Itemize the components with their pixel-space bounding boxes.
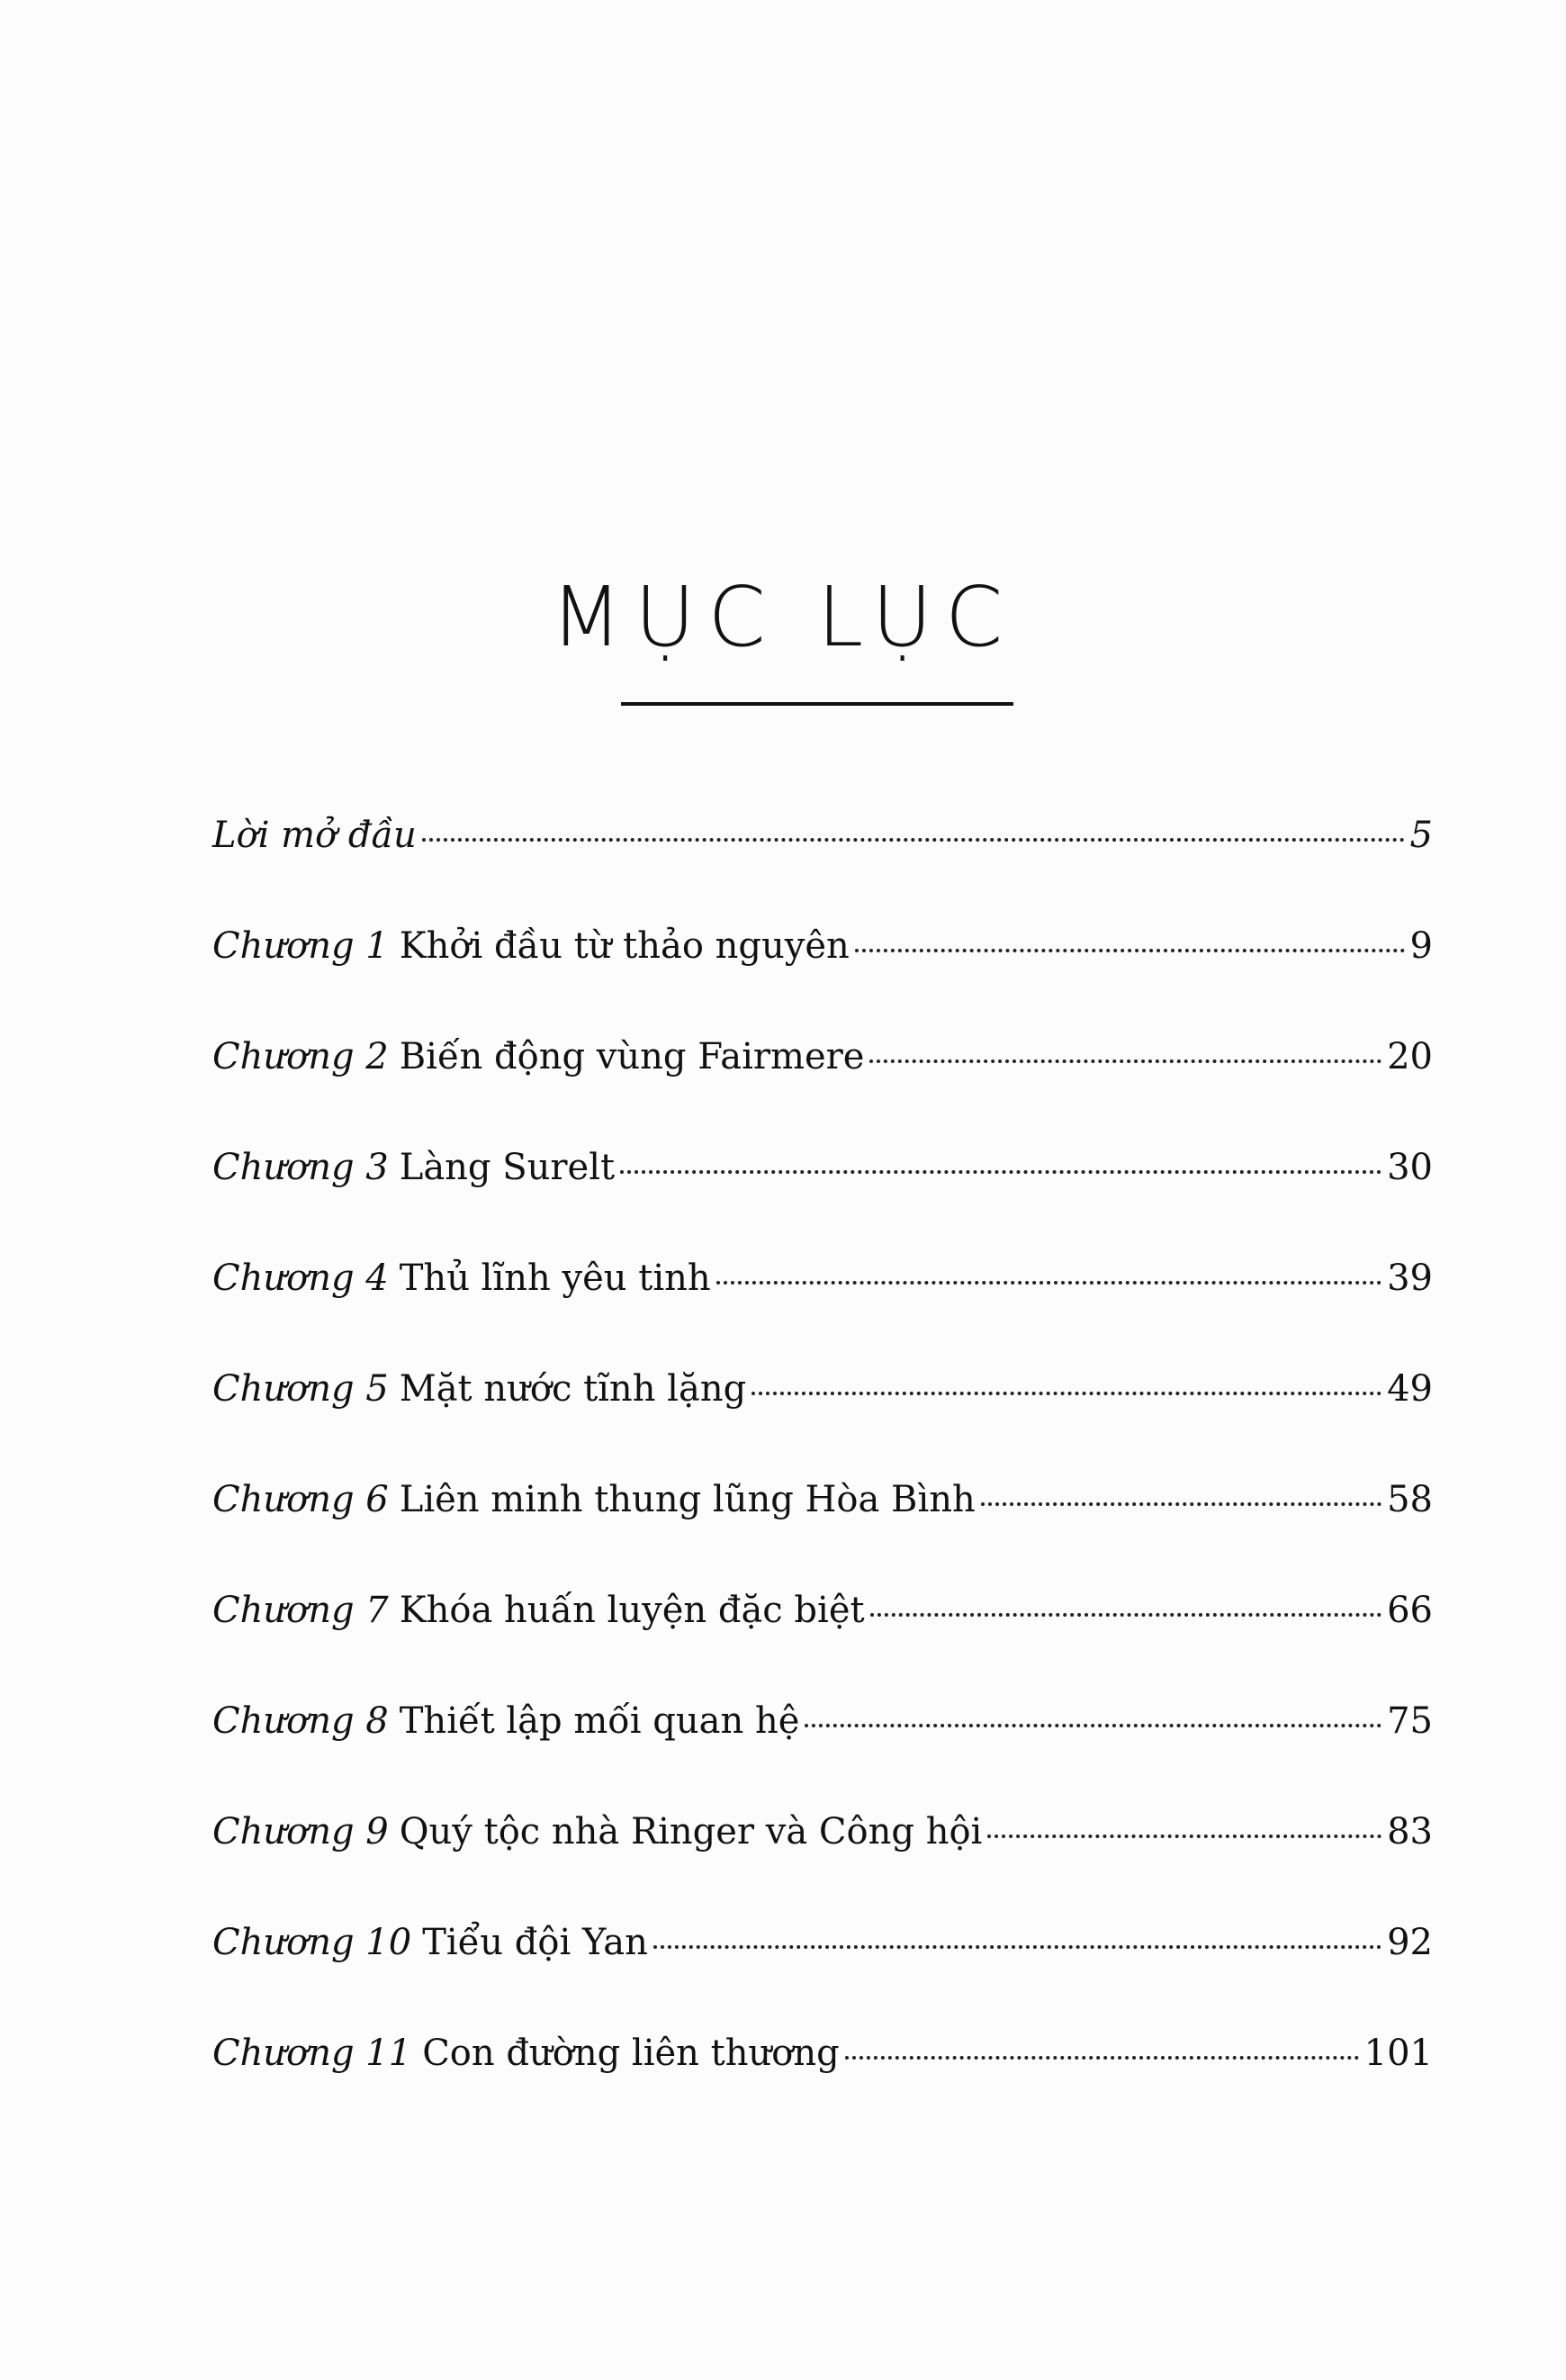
- toc-entry-chapter: Chương 1: [212, 925, 389, 967]
- toc-entry-chapter-4: [212, 1258, 1433, 1368]
- toc-entry-chapter-7: [212, 1590, 1433, 1700]
- toc-entry-name: Tiểu đội Yan: [422, 1922, 648, 1963]
- toc-entry-chapter: Chương 8: [212, 1700, 389, 1742]
- toc-entry-name: Làng Surelt: [399, 1147, 616, 1188]
- toc-entry-name: Thiết lập mối quan hệ: [399, 1700, 800, 1742]
- toc-entry-name: Lời mở đầu: [212, 815, 417, 856]
- toc-entry-chapter-2: [212, 1036, 1433, 1147]
- toc-entry-chapter-3: [212, 1147, 1433, 1258]
- toc-entry-chapter-1: [212, 925, 1433, 1036]
- toc-entry-page: 9: [1409, 925, 1433, 967]
- dot-leader: [855, 949, 1405, 952]
- toc-entry-chapter-10: [212, 1922, 1433, 2033]
- toc-entry-chapter: Chương 9: [212, 1811, 389, 1853]
- toc-entry-chapter: Chương 11: [212, 2033, 412, 2074]
- toc-entry-page: 101: [1364, 2033, 1433, 2074]
- dot-leader: [422, 838, 1405, 842]
- toc-entry-chapter-8: [212, 1700, 1433, 1811]
- toc-entry-name: Thủ lĩnh yêu tinh: [399, 1258, 711, 1299]
- toc-entry-chapter: Chương 3: [212, 1147, 389, 1188]
- dot-leader: [716, 1281, 1382, 1285]
- dot-leader: [870, 1613, 1382, 1617]
- toc-entry-page: 20: [1387, 1036, 1433, 1077]
- toc-entry-name: Con đường liên thương: [422, 2033, 840, 2074]
- toc-entry-chapter: Chương 6: [212, 1479, 389, 1520]
- toc-entry-chapter: Chương 4: [212, 1258, 389, 1299]
- toc-entry-name: Biến động vùng Fairmere: [399, 1036, 865, 1077]
- toc-entry-page: 30: [1387, 1147, 1433, 1188]
- dot-leader: [653, 1945, 1382, 1949]
- toc-entry-name: Mặt nước tĩnh lặng: [399, 1368, 747, 1410]
- toc-entry-chapter-6: [212, 1479, 1433, 1590]
- toc-entry-page: 58: [1387, 1479, 1433, 1520]
- toc-entry-chapter: Chương 10: [212, 1922, 412, 1963]
- dot-leader: [845, 2056, 1359, 2060]
- dot-leader: [981, 1502, 1382, 1506]
- toc-entry-chapter-9: [212, 1811, 1433, 1922]
- title-underline: [621, 702, 1013, 706]
- toc-entry-page: 75: [1387, 1700, 1433, 1742]
- toc-entry-chapter: Chương 2: [212, 1036, 389, 1077]
- toc-entry-page: 66: [1387, 1590, 1433, 1631]
- page-title: MỤC LỤC: [550, 569, 1016, 665]
- toc-entry-intro: [212, 815, 1433, 925]
- toc-entry-chapter: Chương 7: [212, 1590, 389, 1631]
- toc-entry-chapter: Chương 5: [212, 1368, 389, 1410]
- dot-leader: [620, 1170, 1382, 1174]
- toc-entry-name: Quý tộc nhà Ringer và Công hội: [399, 1811, 983, 1853]
- toc-entry-page: 39: [1387, 1258, 1433, 1299]
- dot-leader: [805, 1724, 1382, 1727]
- toc-entry-name: Khởi đầu từ thảo nguyên: [399, 925, 850, 967]
- dot-leader: [869, 1059, 1382, 1063]
- toc-entry-page: 5: [1409, 815, 1433, 856]
- toc-entry-page: 49: [1387, 1368, 1433, 1410]
- toc-entry-page: 92: [1387, 1922, 1433, 1963]
- toc-entry-name: Liên minh thung lũng Hòa Bình: [399, 1479, 976, 1520]
- dot-leader: [987, 1835, 1382, 1838]
- toc-entry-chapter-11: [212, 2033, 1433, 2143]
- table-of-contents: [212, 815, 1433, 2143]
- toc-entry-page: 83: [1387, 1811, 1433, 1853]
- dot-leader: [752, 1392, 1382, 1395]
- toc-entry-name: Khóa huấn luyện đặc biệt: [399, 1590, 865, 1631]
- toc-entry-chapter-5: [212, 1368, 1433, 1479]
- title-wrap: [0, 569, 1566, 665]
